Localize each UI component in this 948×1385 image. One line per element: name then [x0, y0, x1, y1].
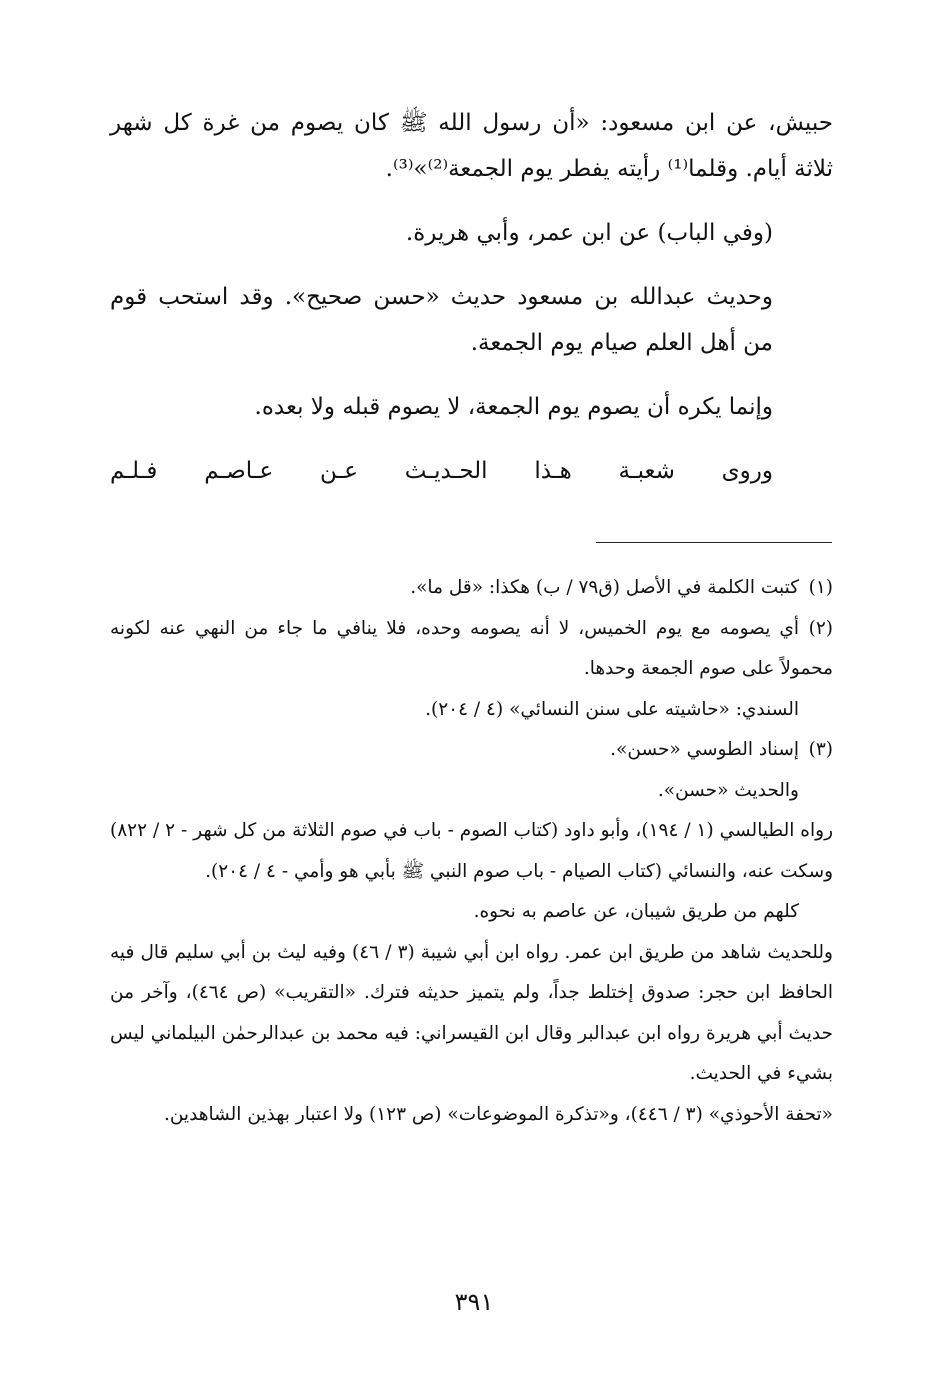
- footnote-divider: [596, 542, 832, 543]
- main-text: [110, 100, 833, 494]
- main-paragraph-4: وإنما يكره أن يصوم يوم الجمعة، لا يصوم قبله ولا بعده.: [254, 394, 773, 420]
- footnote-number: (٢): [808, 617, 833, 639]
- footnote-3: [110, 730, 833, 771]
- footnote-2: [110, 609, 833, 690]
- footnote-2-source: السندي: «حاشيته على سنن النسائي» (٤ / ٢٠٤).: [425, 698, 799, 720]
- footnote-3-witness: وللحديث شاهد من طريق ابن عمر. رواه ابن أبي شيبة (٣ / ٤٦) وفيه ليث بن أبي سليم قال فيه الحافظ ابن حجر: صدوق إختلط جداً، ولم يتميز حديثه فترك. «التقريب» (ص ٤٦٤)، وآخر من حديث أبي هريرة رواه ابن عبدالبر وقال ابن القيسراني: فيه محمد بن عبدالرحمٰن البيلماني ليس بشيء في الحديث.: [110, 941, 833, 1084]
- page-number: ٣٩١: [454, 1288, 494, 1316]
- footnote-text: كتبت الكلمة في الأصل (ق٧٩ / ب) هكذا: «قل ما».: [410, 577, 799, 598]
- footnote-number: (١): [808, 577, 833, 598]
- main-paragraph-5: وروى شعبـة هـذا الحـديـث عـن عـاصـم فـلـم: [110, 458, 773, 484]
- footnote-text: إسناد الطوسي «حسن».: [610, 739, 799, 760]
- footnotes: [110, 568, 833, 1135]
- main-paragraph-2: (وفي الباب) عن ابن عمر، وأبي هريرة.: [405, 220, 773, 246]
- footnote-3-chain: كلهم من طريق شيبان، عن عاصم به نحوه.: [473, 901, 799, 922]
- footnote-3-grade: والحديث «حسن».: [657, 779, 799, 801]
- main-paragraph-1: حبيش، عن ابن مسعود: «أن رسول الله ﷺ كان يصوم من غرة كل شهر ثلاثة أيام. وقلما⁽¹⁾ رأيته يفطر يوم الجمعة⁽²⁾»⁽³⁾.: [110, 110, 833, 182]
- main-paragraph-3: وحديث عبدالله بن مسعود حديث «حسن صحيح». وقد استحب قوم من أهل العلم صيام يوم الجمعة.: [110, 284, 773, 356]
- footnote-3-references: «تحفة الأحوذي» (٣ / ٤٤٦)، و«تذكرة الموضوعات» (ص ١٢٣) ولا اعتبار بهذين الشاهدين.: [163, 1103, 833, 1125]
- footnote-number: (٣): [808, 739, 833, 760]
- footnote-3-narrators: رواه الطيالسي (١ / ١٩٤)، وأبو داود (كتاب الصوم - باب في صوم الثلاثة من كل شهر - ٢ / ٨٢٢) وسكت عنه، والنسائي (كتاب الصيام - باب صوم النبي ﷺ بأبي هو وأمي - ٤ / ٢٠٤).: [110, 820, 834, 882]
- footnote-text: أي يصومه مع يوم الخميس، لا أنه يصومه وحده، فلا ينافي ما جاء من النهي عنه لكونه محمولاً على صوم الجمعة وحدها.: [110, 617, 833, 679]
- footnote-1: [110, 568, 833, 609]
